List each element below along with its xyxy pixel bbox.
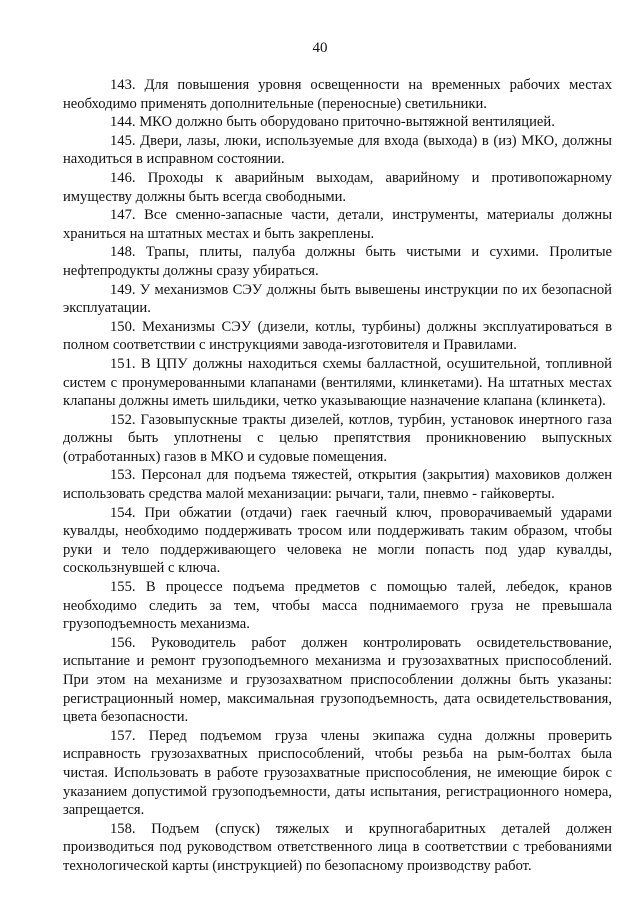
paragraph-149: 149. У механизмов СЭУ должны быть вывешены инструкции по их безопасной эксплуатации. [63,281,612,317]
page-number: 40 [312,40,328,56]
paragraph-147: 147. Все сменно-запасные части, детали, инструменты, материалы должны храниться на штатных местах и быть закреплены. [63,207,612,242]
paragraph-153: 153. Персонал для подъема тяжестей, открытия (закрытия) маховиков должен использовать средства малой механизации: рычаги, тали, пневмо - гайковерты. [63,467,612,503]
paragraph-150: 150. Механизмы СЭУ (дизели, котлы, турбины) должны эксплуатироваться в полном соответствии с инструкциями завода-изготовителя и Правилами. [63,318,612,354]
paragraph-143: 143. Для повышения уровня освещенности на временных рабочих местах необходимо применять дополнительные (переносные) светильники. [63,77,612,112]
paragraph-151: 151. В ЦПУ должны находиться схемы балластной, осушительной, топливной систем с пронумерованными клапанами (вентилями, клинкетами). На штатных местах клапаны должны иметь шильдики, четко указывающие назначение клапана (клинкета). [63,355,612,410]
paragraph-148: 148. Трапы, плиты, палуба должны быть чистыми и сухими. Пролитые нефтепродукты должны сразу убираться. [63,244,612,279]
paragraph-158: 158. Подъем (спуск) тяжелых и крупногабаритных деталей должен производиться под руководством ответственного лица в соответствии с требованиями технологической карты (инструкцией) по безопасному производству работ. [63,820,612,874]
paragraph-155: 155. В процессе подъема предметов с помощью талей, лебедок, кранов необходимо следить за тем, чтобы масса поднимаемого груза не превышала грузоподъемность механизма. [63,579,612,633]
paragraph-156: 156. Руководитель работ должен контролировать освидетельствование, испытание и ремонт грузоподъемного механизма и грузозахватных приспособлений. При этом на механизме и грузозахватном приспособлении должны быть указаны: регистрационный номер, максимальная грузоподъемность, дата освидетельствования, цвета безопасности. [63,634,612,726]
paragraph-145: 145. Двери, лазы, люки, используемые для входа (выхода) в (из) МКО, должны находиться в исправном состоянии. [63,132,612,168]
paragraph-144: 144. МКО должно быть оборудовано приточно-вытяжной вентиляцией. [110,114,555,131]
paragraph-154: 154. При обжатии (отдачи) гаек гаечный ключ, проворачиваемый ударами кувалды, необходимо поддерживать тросом или поддерживать таким образом, чтобы руки и тело поддерживающего человека не могли попасть под удар кувалды, соскользнувшей с ключа. [63,504,612,577]
paragraph-146: 146. Проходы к аварийным выходам, аварийному и противопожарному имуществу должны быть всегда свободными. [63,169,612,205]
paragraph-157: 157. Перед подъемом груза члены экипажа судна должны проверить исправность грузозахватных приспособлений, чтобы резьба на рым-болтах была чистая. Использовать в работе грузозахватные приспособления, не имеющие бирок с указанием допустимой грузоподъемности, даты испытания, регистрационного номера, запрещается. [63,727,612,819]
paragraph-152: 152. Газовыпускные тракты дизелей, котлов, турбин, установок инертного газа должны быть уплотнены с целью препятствия проникновению выпускных (отработанных) газов в МКО и судовые помещения. [63,411,612,465]
document-body [63,76,612,876]
